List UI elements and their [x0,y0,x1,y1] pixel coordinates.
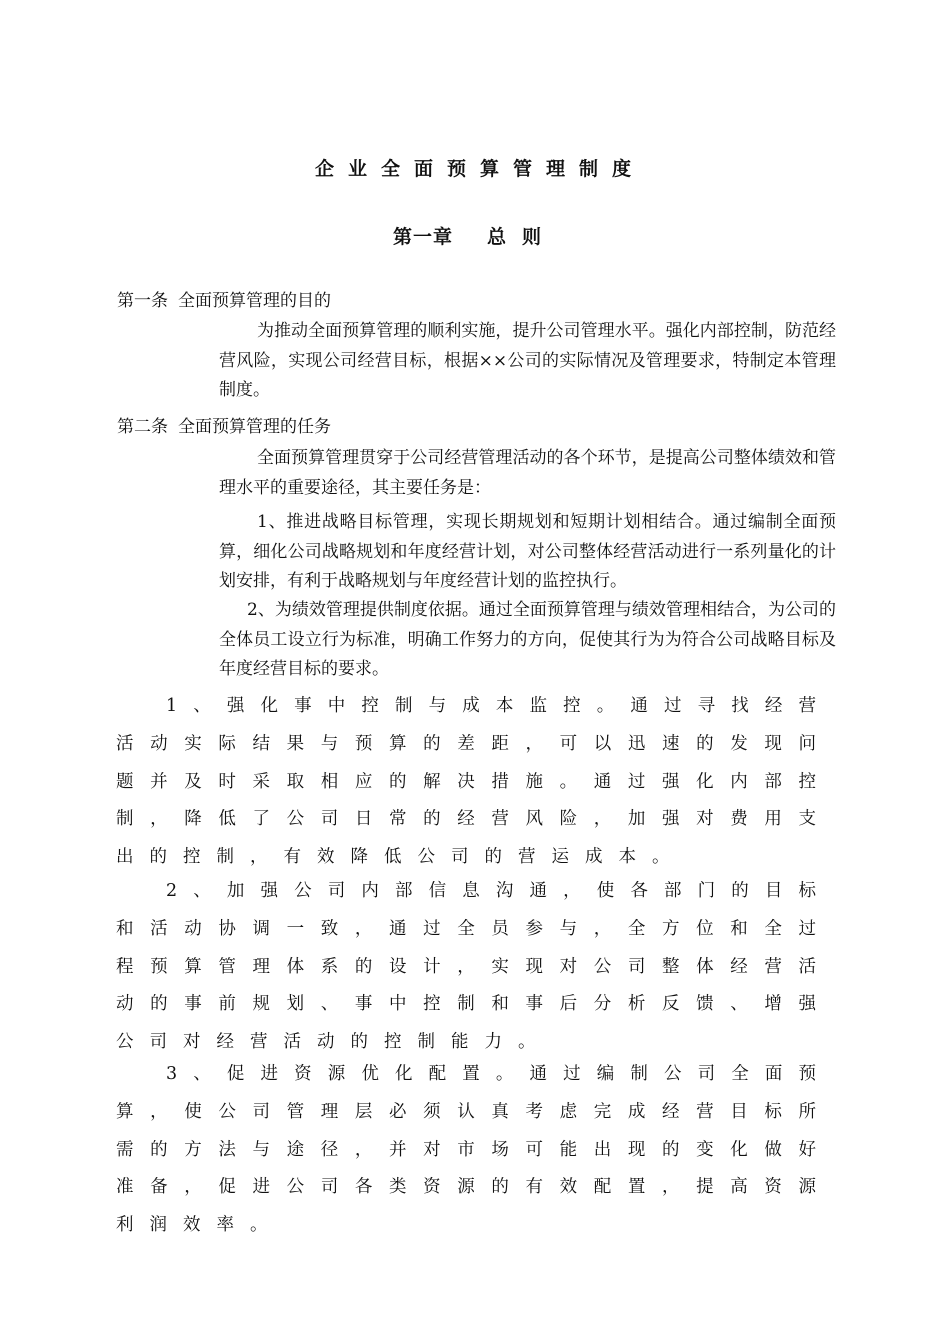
chapter-heading [0,220,950,254]
list-item [116,873,832,1062]
article-number: 第一条 [117,291,168,311]
list-item-number: 1、 [166,696,227,716]
article-number: 第二条 [117,417,168,437]
article-paragraph: 1、推进战略目标管理，实现长期规划和短期计划相结合。通过编制全面预算，细化公司战略规划和年度经营计划，对公司整体经营活动进行一系列量化的计划安排，有利于战略规划与年度经营计划的监控执行。 [219,512,836,591]
chapter-number: 第一章 [392,226,453,248]
article-heading-2 [117,412,331,442]
article-heading-1 [117,286,331,316]
list-item-text: 强化事中控制与成本监控。通过寻找经营活动实际结果与预算的差距，可以迅速的发现问题并及时采取相应的解决措施。通过强化内部控制，降低了公司日常的经营风险，加强对费用支出的控制，有效降低公司的营运成本。 [116,696,833,868]
article-paragraph: 2、为绩效管理提供制度依据。通过全面预算管理与绩效管理相结合，为公司的全体员工设立行为标准，明确工作努力的方向，促使其行为为符合公司战略目标及年度经营目标的要求。 [219,600,836,679]
article-title: 全面预算管理的任务 [178,417,331,437]
list-item [116,1056,832,1245]
document-title: 企业全面预算管理制度 [314,158,645,180]
article-paragraph: 全面预算管理贯穿于公司经营管理活动的各个环节，是提高公司整体绩效和管理水平的重要途径，其主要任务是： [219,448,836,498]
chapter-name: 总则 [487,226,558,248]
list-item-text: 加强公司内部信息沟通，使各部门的目标和活动协调一致，通过全员参与，全方位和全过程预算管理体系的设计，实现对公司整体经营活动的事前规划、事中控制和事后分析反馈、增强公司对经营活动的控制能力。 [116,881,833,1053]
list-item-text: 促进资源优化配置。通过编制公司全面预算，使公司管理层必须认真考虑完成经营目标所需的方法与途径，并对市场可能出现的变化做好准备，促进公司各类资源的有效配置，提高资源利润效率。 [116,1064,833,1236]
list-item-number: 2、 [166,881,227,901]
article-title: 全面预算管理的目的 [178,291,331,311]
list-item [116,688,832,877]
article-paragraph: 为推动全面预算管理的顺利实施，提升公司管理水平。强化内部控制，防范经营风险，实现公司经营目标，根据××公司的实际情况及管理要求，特制定本管理制度。 [219,321,836,400]
list-item-number: 3、 [166,1064,227,1084]
